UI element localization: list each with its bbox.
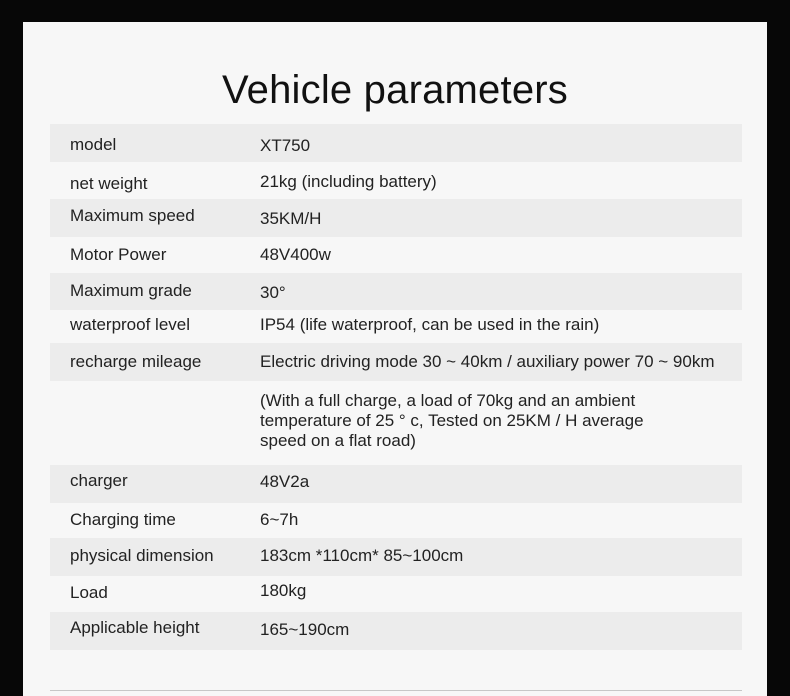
- row-label: Maximum grade: [70, 281, 192, 300]
- parameters-panel: [23, 22, 767, 696]
- table-row-charging-time: [50, 503, 742, 538]
- row-value: 48V400w: [260, 245, 331, 264]
- row-label: charger: [70, 471, 128, 490]
- row-value: 183cm *110cm* 85~100cm: [260, 546, 464, 565]
- table-row-recharge-note: [50, 381, 742, 465]
- row-value: 180kg: [260, 581, 307, 600]
- table-row-load: [50, 576, 742, 612]
- table-row-applicable-height: [50, 612, 742, 650]
- row-label: Load: [70, 583, 108, 602]
- row-value: IP54 (life waterproof, can be used in the rain): [260, 315, 600, 334]
- row-value: 35KM/H: [260, 209, 322, 228]
- page-title: Vehicle parameters: [221, 68, 568, 112]
- table-row-charger: [50, 465, 742, 503]
- row-value: 30°: [260, 283, 286, 302]
- table-row-physical-dimension: [50, 538, 742, 576]
- row-label: Maximum speed: [70, 206, 195, 225]
- row-label: Motor Power: [70, 245, 167, 264]
- table-row-recharge-mileage: [50, 343, 742, 381]
- row-value: (With a full charge, a load of 70kg and an ambient temperature of 25 ° c, Tested on 25KM / H average speed on a flat road): [260, 391, 644, 450]
- bottom-divider: [50, 690, 742, 691]
- row-label: physical dimension: [70, 546, 214, 565]
- row-value: XT750: [260, 136, 311, 155]
- row-value: 6~7h: [260, 510, 299, 529]
- table-row-motor-power: [50, 237, 742, 273]
- row-value: Electric driving mode 30 ~ 40km / auxiliary power 70 ~ 90km: [260, 352, 715, 371]
- parameters-table: [50, 124, 742, 650]
- table-row-maximum-speed: [50, 199, 742, 237]
- row-value: 21kg (including battery): [260, 172, 437, 191]
- table-row-model: [50, 124, 742, 162]
- row-value: 165~190cm: [260, 620, 350, 639]
- row-label: recharge mileage: [70, 352, 202, 371]
- table-row-waterproof-level: [50, 310, 742, 343]
- row-label: net weight: [70, 174, 148, 193]
- row-label: model: [70, 135, 117, 154]
- row-value: 48V2a: [260, 472, 310, 491]
- table-row-maximum-grade: [50, 273, 742, 310]
- table-row-net-weight: [50, 162, 742, 199]
- row-label: Applicable height: [70, 618, 200, 637]
- row-label: Charging time: [70, 510, 176, 529]
- row-label: waterproof level: [70, 315, 191, 334]
